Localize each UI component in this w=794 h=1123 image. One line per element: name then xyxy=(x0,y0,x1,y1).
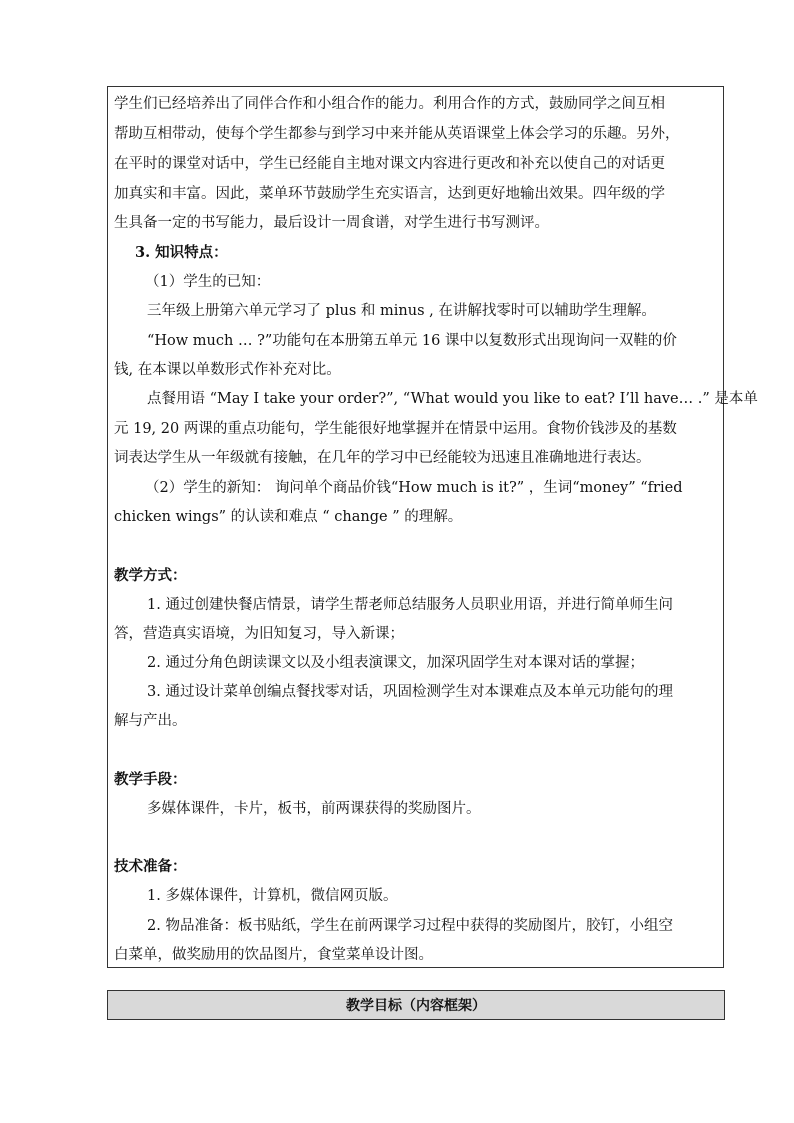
paragraph-line: 白菜单，做奖励用的饮品图片，食堂菜单设计图。 xyxy=(114,947,433,963)
paragraph-line: 解与产出。 xyxy=(114,713,187,729)
paragraph-line: 三年级上册第六单元学习了 plus 和 minus , 在讲解找零时可以辅助学生理解。 xyxy=(147,303,656,319)
paragraph-line: 钱, 在本课以单数形式作补充对比。 xyxy=(114,362,341,378)
paragraph-line: 学生们已经培养出了同伴合作和小组合作的能力。利用合作的方式，鼓励同学之间互相 xyxy=(114,96,665,112)
paragraph-line: 2. 通过分角色朗读课文以及小组表演课文，加深巩固学生对本课对话的掌握； xyxy=(147,655,644,671)
section-subheading: 3. 知识特点： xyxy=(135,244,228,261)
paragraph-line: 在平时的课堂对话中，学生已经能自主地对课文内容进行更改和补充以使自己的对话更 xyxy=(114,156,665,172)
paragraph-line: 3. 通过设计菜单创编点餐找零对话，巩固检测学生对本课难点及本单元功能句的理 xyxy=(147,684,673,700)
section-heading: 技术准备： xyxy=(114,858,187,875)
paragraph-line: 帮助互相带动，使每个学生都参与到学习中来并能从英语课堂上体会学习的乐趣。另外， xyxy=(114,126,680,142)
paragraph-line: 元 19, 20 两课的重点功能句，学生能很好地掌握并在情景中运用。食物价钱涉及的基数 xyxy=(114,421,677,437)
paragraph-line: 1. 通过创建快餐店情景，请学生帮老师总结服务人员职业用语，并进行简单师生问 xyxy=(147,597,673,613)
paragraph-line: （2）学生的新知： 询问单个商品价钱“How much is it?” ，生词“money” “fried xyxy=(145,480,683,496)
section-heading: 教学方式： xyxy=(114,567,187,584)
paragraph-line: 多媒体课件，卡片，板书，前两课获得的奖励图片。 xyxy=(147,801,481,817)
paragraph-line: 2. 物品准备：板书贴纸，学生在前两课学习过程中获得的奖励图片，胶钉，小组空 xyxy=(147,918,673,934)
subsection-heading: （1）学生的已知： xyxy=(145,274,271,290)
paragraph-line: “How much … ?”功能句在本册第五单元 16 课中以复数形式出现询问一双鞋的价 xyxy=(147,333,677,349)
section-heading: 教学手段： xyxy=(114,771,187,788)
paragraph-line: 答，营造真实语境，为旧知复习，导入新课； xyxy=(114,626,404,642)
paragraph-line: 1. 多媒体课件，计算机，微信网页版。 xyxy=(147,888,398,904)
paragraph-line: 生具备一定的书写能力，最后设计一周食谱，对学生进行书写测评。 xyxy=(114,215,549,231)
paragraph-line: 点餐用语 “May I take your order?”, “What would you like to eat? I’ll have… .” 是本单 xyxy=(147,391,758,407)
paragraph-line: 词表达学生从一年级就有接触，在几年的学习中已经能较为迅速且准确地进行表达。 xyxy=(114,450,651,466)
table-header-title: 教学目标（内容框架） xyxy=(346,998,486,1014)
paragraph-line: 加真实和丰富。因此，菜单环节鼓励学生充实语言，达到更好地输出效果。四年级的学 xyxy=(114,186,665,202)
table-header-cell xyxy=(107,990,725,1020)
paragraph-line: chicken wings” 的认读和难点 “ change ” 的理解。 xyxy=(114,509,463,525)
